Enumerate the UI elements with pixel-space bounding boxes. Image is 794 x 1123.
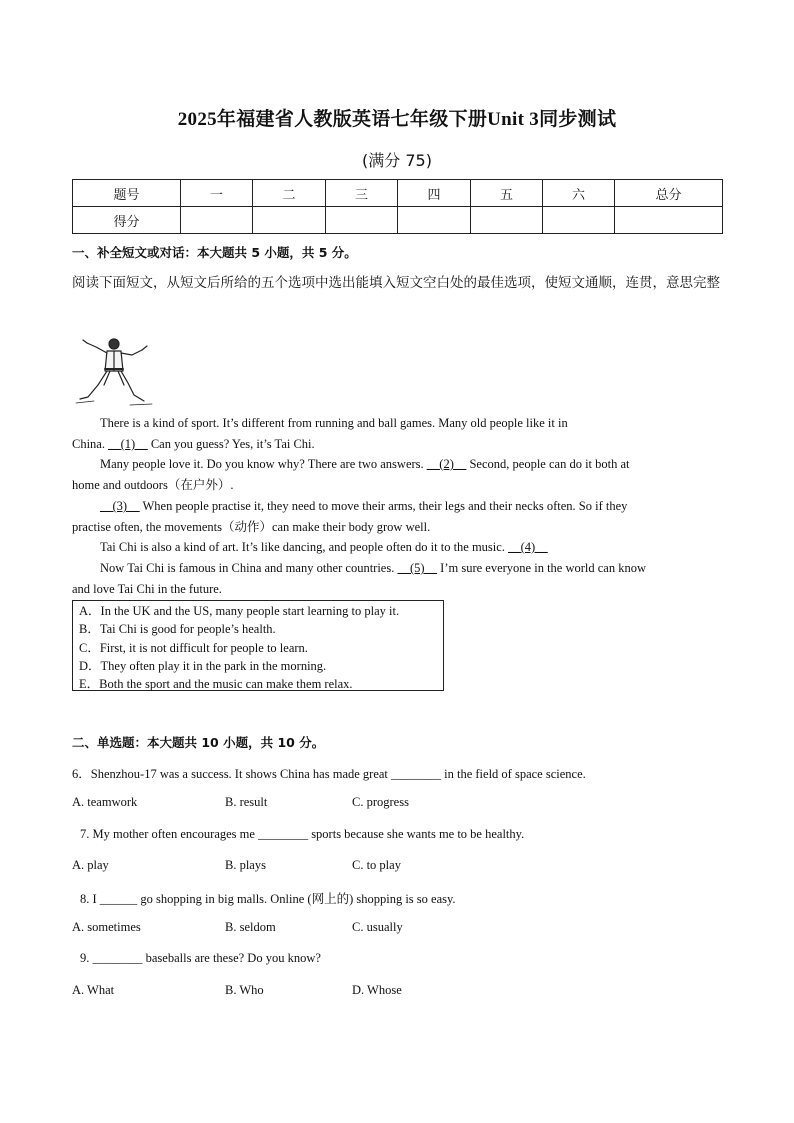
score-cell[interactable]	[253, 207, 326, 234]
choice-a[interactable]: A. teamwork	[72, 795, 138, 809]
score-cell[interactable]	[398, 207, 471, 234]
choice-b[interactable]: B. plays	[225, 858, 266, 872]
score-row-label: 得分	[73, 207, 181, 234]
choice-b[interactable]: B. Who	[225, 983, 264, 997]
question-stem: 7. My mother often encourages me ________ sports because she wants me to be healthy.	[80, 827, 525, 841]
section1-heading: 一、补全短文或对话：本大题共 5 小题，共 5 分。	[72, 245, 357, 260]
score-table	[72, 179, 723, 234]
section1-instruction: 阅读下面短文，从短文后所给的五个选项中选出能填入短文空白处的最佳选项，使短文通顺，连贯，意思完整	[72, 275, 720, 291]
score-cell[interactable]	[326, 207, 398, 234]
score-cell[interactable]	[615, 207, 723, 234]
score-table-header-cell: 二	[253, 180, 326, 207]
blank-5[interactable]: __(5)__	[397, 561, 438, 575]
score-cell[interactable]	[181, 207, 253, 234]
choice-a[interactable]: A. sometimes	[72, 920, 141, 934]
choice-b[interactable]: B. seldom	[225, 920, 276, 934]
score-table-header-row	[73, 180, 723, 207]
passage-line: Tai Chi is also a kind of art. It’s like dancing, and people often do it to the music. __(4)__	[100, 540, 548, 554]
question-stem: 6．Shenzhou-17 was a success. It shows China has made great ________ in the field of space science.	[72, 767, 586, 781]
passage-line: China. __(1)__ Can you guess? Yes, it’s Tai Chi.	[72, 437, 315, 451]
passage-line: Many people love it. Do you know why? There are two answers. __(2)__ Second, people can do it both at	[100, 457, 630, 471]
option-a[interactable]: A．In the UK and the US, many people start learning to play it.	[79, 604, 400, 618]
passage-line: __(3)__ When people practise it, they need to move their arms, their legs and their necks often. So if they	[100, 499, 628, 513]
passage-line: home and outdoors（在户外）.	[72, 478, 234, 492]
score-table-header-cell: 题号	[73, 180, 181, 207]
option-d[interactable]: D．They often play it in the park in the morning.	[79, 658, 327, 673]
passage-line: and love Tai Chi in the future.	[72, 582, 222, 596]
option-b[interactable]: B．Tai Chi is good for people’s health.	[79, 622, 276, 637]
passage-line: Now Tai Chi is famous in China and many other countries. __(5)__ I’m sure everyone in the world can know	[100, 561, 647, 575]
tai-chi-figure-illustration	[74, 335, 154, 407]
score-cell[interactable]	[543, 207, 615, 234]
score-table-header-cell: 总分	[615, 180, 723, 207]
option-e[interactable]: E．Both the sport and the music can make them relax.	[79, 677, 353, 692]
score-table-header-cell: 六	[543, 180, 615, 207]
score-cell[interactable]	[471, 207, 543, 234]
choice-d[interactable]: D. Whose	[352, 983, 402, 997]
choice-c[interactable]: C. progress	[352, 795, 409, 809]
score-table-score-row	[73, 207, 723, 234]
option-c[interactable]: C．First, it is not difficult for people to learn.	[79, 640, 308, 655]
options-box	[72, 600, 444, 691]
passage-line: practise often, the movements（动作）can make their body grow well.	[72, 520, 431, 534]
blank-2[interactable]: __(2)__	[426, 457, 467, 471]
blank-3[interactable]: __(3)__	[100, 499, 140, 513]
passage-line: There is a kind of sport. It’s different from running and ball games. Many old people like it in	[100, 416, 568, 430]
blank-1[interactable]: __(1)__	[108, 437, 148, 451]
choice-c[interactable]: C. usually	[352, 920, 403, 934]
choice-a[interactable]: A. What	[72, 983, 115, 997]
blank-4[interactable]: __(4)__	[508, 540, 548, 554]
choice-b[interactable]: B. result	[225, 795, 268, 809]
page-subtitle: (满分 75)	[362, 151, 432, 170]
score-table-header-cell: 三	[326, 180, 398, 207]
choice-c[interactable]: C. to play	[352, 858, 401, 872]
choice-a[interactable]: A. play	[72, 858, 109, 872]
score-table-header-cell: 五	[471, 180, 543, 207]
question-stem: 8. I ______ go shopping in big malls. Online (网上的) shopping is so easy.	[80, 892, 456, 906]
score-table-header-cell: 一	[181, 180, 253, 207]
section2-heading: 二、单选题：本大题共 10 小题，共 10 分。	[72, 735, 325, 750]
page-title: 2025年福建省人教版英语七年级下册Unit 3同步测试	[177, 109, 617, 130]
question-stem: 9. ________ baseballs are these? Do you know?	[80, 951, 321, 965]
score-table-header-cell: 四	[398, 180, 471, 207]
